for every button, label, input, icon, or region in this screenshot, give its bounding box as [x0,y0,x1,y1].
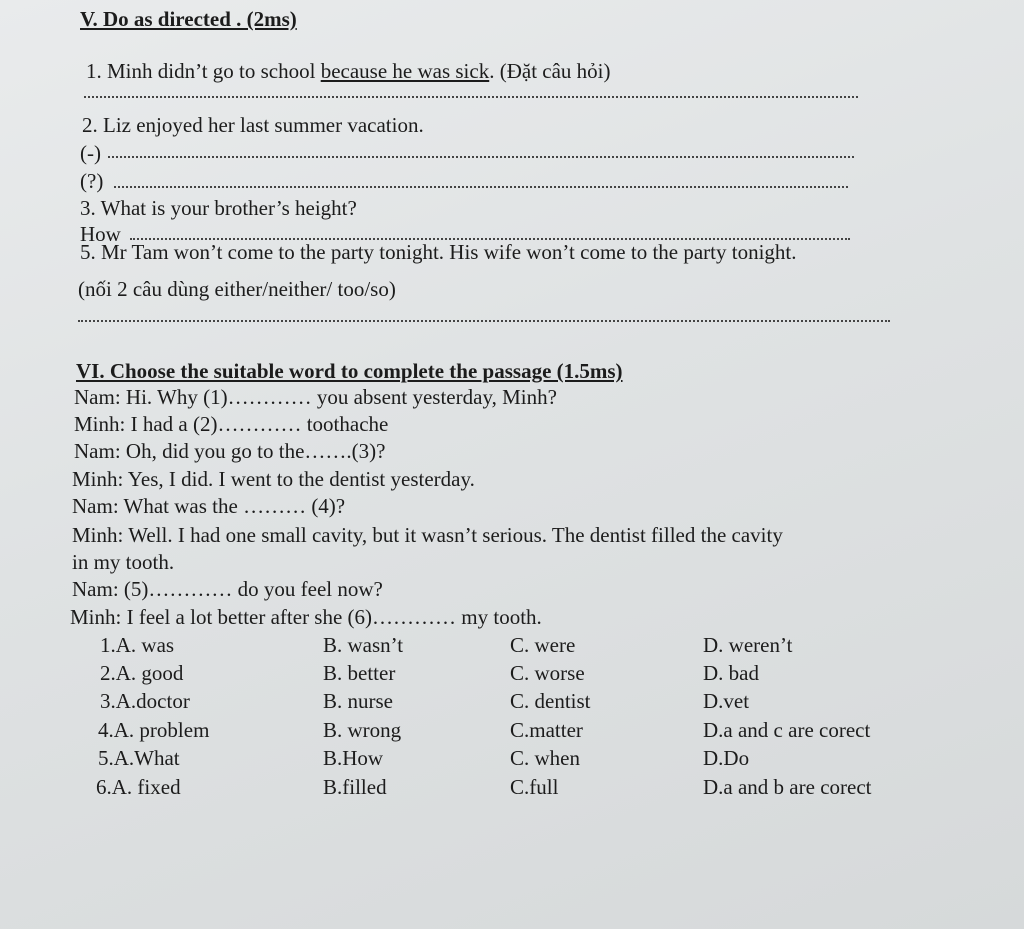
passage-line: Minh: I feel a lot better after she (6)………… my tooth. [70,605,542,629]
question-1-text: 1. Minh didn’t go to school [86,59,321,83]
passage-line: Minh: I had a (2)………… toothache [74,412,389,436]
option-3c: C. dentist [510,689,591,713]
option-3d: D.vet [703,689,750,713]
passage-line: Minh: Yes, I did. I went to the dentist yesterday. [72,467,475,491]
option-2a: 2.A. good [100,661,184,685]
passage-line: Nam: (5)………… do you feel now? [72,577,383,601]
question-5-instruction: (nối 2 câu dùng either/neither/ too/so) [78,277,396,301]
option-4a: 4.A. problem [98,718,210,742]
option-4c: C.matter [510,718,583,742]
question-2: 2. Liz enjoyed her last summer vacation. [82,113,424,137]
question-2-question-label: (?) [80,169,104,193]
option-6a: 6.A. fixed [96,775,181,799]
passage-line: in my tooth. [72,550,175,574]
answer-line-2-negative[interactable] [108,156,854,158]
passage-line: Nam: Oh, did you go to the…….(3)? [74,439,386,463]
option-5d: D.Do [703,746,750,770]
option-2b: B. better [323,661,396,685]
option-5c: C. when [510,746,580,770]
passage-line: Nam: What was the ……… (4)? [72,494,346,518]
option-5a: 5.A.What [98,746,180,770]
question-2-negative-label: (-) [80,141,101,165]
passage-line: Nam: Hi. Why (1)………… you absent yesterday, Minh? [74,385,557,409]
answer-line-5[interactable] [78,320,890,322]
question-1 [86,58,611,84]
option-5b: B.How [323,746,384,770]
section-5-heading: V. Do as directed . (2ms) [80,7,297,31]
option-1c: C. were [510,633,576,657]
option-2d: D. bad [703,661,759,685]
option-4b: B. wrong [323,718,402,742]
passage-line: Minh: Well. I had one small cavity, but it wasn’t serious. The dentist filled the cavity [72,523,783,547]
option-3b: B. nurse [323,689,393,713]
question-1-suffix: . (Đặt câu hỏi) [489,59,611,83]
answer-line-2-question[interactable] [114,186,848,188]
option-4d: D.a and c are corect [703,718,871,742]
question-3-answer-prefix: How [80,222,121,246]
option-6d: D.a and b are corect [703,775,872,799]
option-2c: C. worse [510,661,585,685]
option-1a: 1.A. was [100,633,175,657]
question-5: 5. Mr Tam won’t come to the party tonight. His wife won’t come to the party tonight. [80,240,797,264]
section-6-heading: VI. Choose the suitable word to complete the passage (1.5ms) [76,359,623,383]
answer-line-1[interactable] [84,96,858,98]
option-6c: C.full [510,775,559,799]
question-1-underlined: because he was sick [320,59,490,83]
question-3: 3. What is your brother’s height? [80,196,357,220]
option-1d: D. weren’t [703,633,793,657]
option-1b: B. wasn’t [323,633,404,657]
option-3a: 3.A.doctor [100,689,190,713]
option-6b: B.filled [323,775,387,799]
